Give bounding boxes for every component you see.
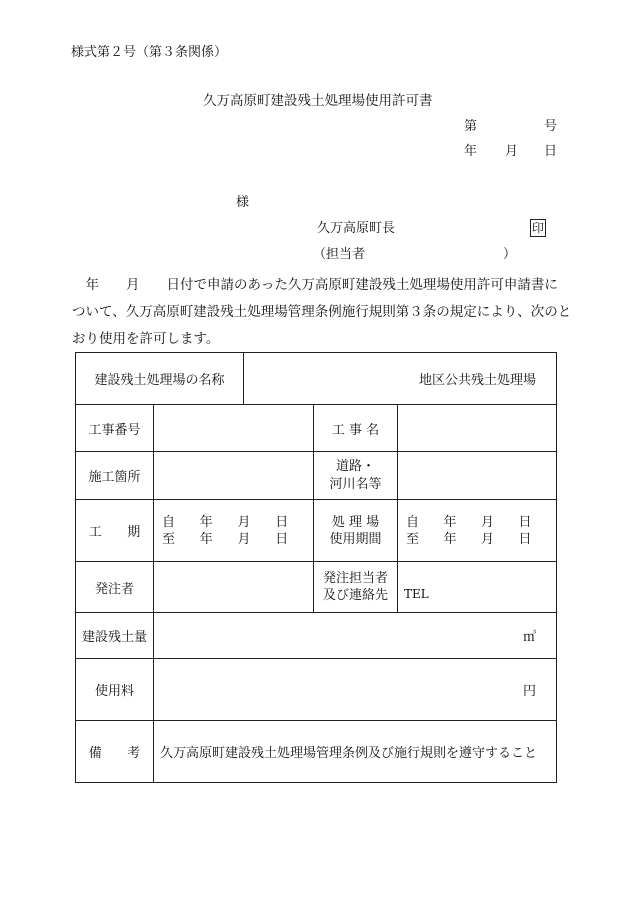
number-prefix: 第 <box>464 119 478 134</box>
document-title: 久万高原町建設残土処理場使用許可書 <box>203 93 433 109</box>
work-name-value <box>398 405 557 452</box>
number-suffix: 号 <box>544 119 558 134</box>
work-period-to: 至 年 月 日 <box>162 531 289 547</box>
remarks-value: 久万高原町建設残土処理場管理条例及び施行規則を遵守すること <box>154 721 557 783</box>
site-value <box>154 452 314 500</box>
facility-label: 建設残土処理場の名称 <box>76 353 244 405</box>
permit-table <box>75 352 557 783</box>
road-label <box>314 452 398 500</box>
tel-label: TEL <box>398 562 557 613</box>
period-label-char: 期 <box>127 525 141 540</box>
usage-period-value <box>398 500 557 562</box>
date-year: 年 <box>464 144 478 159</box>
work-name-label: 工 事 名 <box>314 405 398 452</box>
site-label: 施工箇所 <box>76 452 154 500</box>
date-month: 月 <box>505 144 519 159</box>
usage-period-label-line: 処 理 場 <box>331 514 380 530</box>
form-number: 様式第２号（第３条関係） <box>71 45 228 60</box>
issuer-name: 久万高原町長 <box>317 221 396 236</box>
usage-period-label-line: 使用期間 <box>329 531 382 547</box>
date-day: 日 <box>544 144 558 159</box>
orderer-value <box>154 562 314 613</box>
period-label-char: 工 <box>88 525 102 540</box>
remarks-label-char: 考 <box>127 746 141 761</box>
orderer-contact-label-line: 及び連絡先 <box>323 588 389 603</box>
orderer-contact-label-line: 発注担当者 <box>323 571 389 586</box>
road-value <box>398 452 557 500</box>
usage-period-from: 自 年 月 日 <box>406 514 532 530</box>
contact-close: ） <box>503 247 517 262</box>
work-period-from: 自 年 月 日 <box>162 514 289 530</box>
orderer-label: 発注者 <box>76 562 154 613</box>
work-number-value <box>154 405 314 452</box>
work-number-label: 工事番号 <box>76 405 154 452</box>
remarks-label <box>76 721 154 783</box>
remarks-label-char: 備 <box>88 746 102 761</box>
permission-line: おり使用を許可します。 <box>72 331 220 347</box>
orderer-contact-label <box>314 562 398 613</box>
seal-mark: 印 <box>531 221 544 235</box>
usage-period-to: 至 年 月 日 <box>406 531 532 547</box>
road-label-line: 河川名等 <box>329 476 382 492</box>
permission-text <box>72 272 572 353</box>
period-label <box>76 500 154 562</box>
contact-open: （担当者 <box>313 247 366 262</box>
work-period-value <box>154 500 314 562</box>
addressee-suffix: 様 <box>236 195 250 210</box>
road-label-line: 道路・ <box>336 458 376 474</box>
fee-unit: 円 <box>154 659 557 721</box>
usage-period-label <box>314 500 398 562</box>
permission-line: ついて、久万高原町建設残土処理場管理条例施行規則第３条の規定により、次のと <box>72 304 572 320</box>
facility-value: 地区公共残土処理場 <box>244 353 557 405</box>
fee-label: 使用料 <box>76 659 154 721</box>
volume-label: 建設残土量 <box>76 613 154 659</box>
permission-line: 年 月 日付で申請のあった久万高原町建設残土処理場使用許可申請書に <box>72 277 558 293</box>
volume-unit: ㎥ <box>154 613 557 659</box>
